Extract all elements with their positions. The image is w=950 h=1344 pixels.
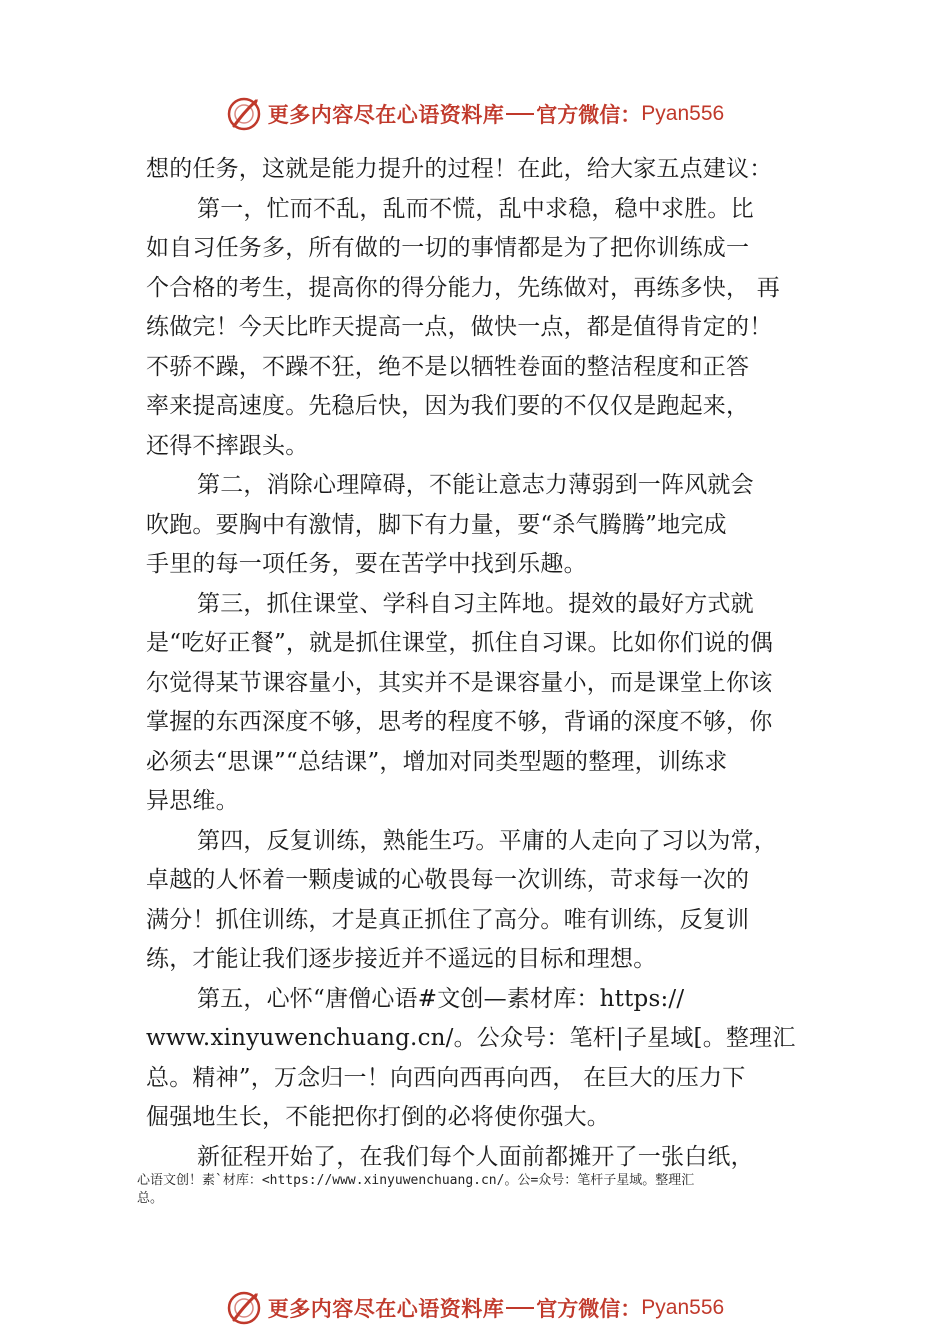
text-line: 如自习任务多，所有做的一切的事情都是为了把你训练成一 <box>146 235 750 261</box>
document-body <box>146 150 826 1177</box>
brush-logo-icon <box>226 1290 262 1326</box>
text-line: 率来提高速度。先稳后快，因为我们要的不仅仅是跑起来， <box>146 393 750 419</box>
text-line: 卓越的人怀着一颗虔诚的心敬畏每一次训练，苛求每一次的 <box>146 867 750 893</box>
banner-wechat-id: Pyan556 <box>641 102 725 125</box>
footer-watermark-banner <box>0 1288 950 1328</box>
text-line: 练，才能让我们逐步接近并不遥远的目标和理想。 <box>146 946 657 972</box>
banner-dash <box>506 113 534 115</box>
footnote <box>137 1172 837 1208</box>
header-watermark-banner <box>0 94 950 134</box>
text-line: www.xinyuwenchuang.cn/。公众号：笔杆|子星域[。整理汇 <box>146 1025 796 1051</box>
text-line: 是“吃好正餐”，就是抓住课堂，抓住自习课。比如你们说的偶 <box>146 630 774 656</box>
text-line: 第二，消除心理障碍，不能让意志力薄弱到一阵风就会 <box>197 472 754 498</box>
text-line: 练做完！今天比昨天提高一点，做快一点，都是值得肯定的！ <box>146 314 773 340</box>
text-line: 尔觉得某节课容量小，其实并不是课容量小，而是课堂上你该 <box>146 669 773 696</box>
text-line: 不骄不躁，不躁不狂，绝不是以牺牲卷面的整洁程度和正答 <box>146 353 750 380</box>
text-line: 手里的每一项任务，要在苦学中找到乐趣。 <box>146 551 587 577</box>
footnote-line-2: 总。 <box>137 1191 164 1206</box>
text-line: 个合格的考生，提高你的得分能力，先练做对，再练多快， 再 <box>146 274 780 301</box>
text-line: 第四，反复训练，熟能生巧。平庸的人走向了习以为常， <box>197 827 777 854</box>
text-line: 异思维。 <box>146 788 239 814</box>
banner-title: 更多内容尽在心语资料库 <box>267 102 505 127</box>
text-line: 倔强地生长，不能把你打倒的必将使你强大。 <box>146 1104 610 1130</box>
banner-title: 更多内容尽在心语资料库 <box>267 1296 505 1321</box>
banner-dash <box>506 1307 534 1309</box>
banner-wechat-id: Pyan556 <box>641 1296 725 1319</box>
text-line: 第三，抓住课堂、学科自习主阵地。提效的最好方式就 <box>197 590 754 617</box>
text-line: 掌握的东西深度不够，思考的程度不够，背诵的深度不够，你 <box>146 709 773 735</box>
banner-wechat-label: 官方微信： <box>536 102 642 127</box>
text-line: 新征程开始了，在我们每个人面前都摊开了一张白纸， <box>197 1143 754 1170</box>
text-line: 满分！抓住训练，才是真正抓住了高分。唯有训练，反复训 <box>146 906 750 933</box>
text-line: 第五，心怀“唐僧心语#文创—素材库：https:// <box>197 985 685 1012</box>
footnote-line-1: 心语文创！素`材库：<https://www.xinyuwenchuang.cn/。公=众号：笔杆子星域。整理汇 <box>137 1173 695 1188</box>
text-line: 第一，忙而不乱，乱而不慌，乱中求稳，稳中求胜。比 <box>197 195 754 222</box>
banner-wechat-label: 官方微信： <box>536 1296 642 1321</box>
text-line: 还得不摔跟头。 <box>146 432 309 459</box>
text-line: 总。精神”，万念归一！向西向西再向西， 在巨大的压力下 <box>146 1064 746 1091</box>
text-line: 吹跑。要胸中有激情，脚下有力量，要“杀气腾腾”地完成 <box>146 511 727 538</box>
brush-logo-icon <box>226 96 262 132</box>
text-line: 想的任务，这就是能力提升的过程！在此，给大家五点建议： <box>146 156 773 182</box>
text-line: 必须去“思课”“总结课”，增加对同类型题的整理，训练求 <box>146 748 728 775</box>
